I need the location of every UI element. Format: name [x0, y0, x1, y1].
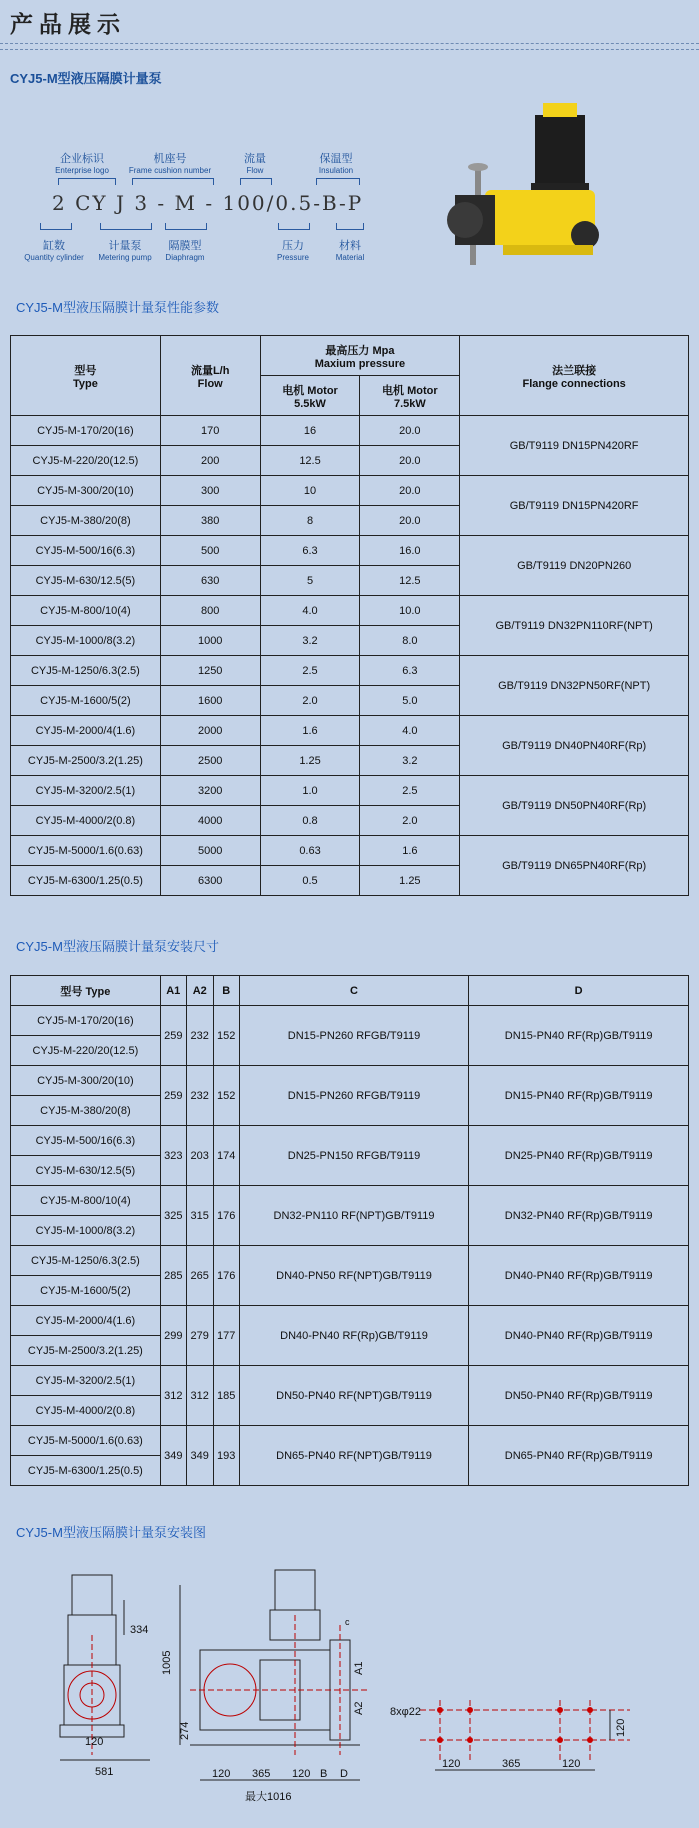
dim-a2-cell: 312: [186, 1366, 213, 1426]
model-cell: CYJ5-M-380/20(8): [11, 1096, 161, 1126]
label-enterprise-logo: 企业标识 Enterprise logo: [55, 153, 109, 175]
table-cell: CYJ5-M-3200/2.5(1): [11, 776, 161, 806]
model-cell: CYJ5-M-500/16(6.3): [11, 1126, 161, 1156]
divider: [0, 43, 699, 44]
table-cell: 500: [160, 536, 260, 566]
flange-cell: GB/T9119 DN32PN110RF(NPT): [460, 596, 689, 656]
dim-c-cell: DN40-PN50 RF(NPT)GB/T9119: [239, 1246, 469, 1306]
table-cell: CYJ5-M-220/20(12.5): [11, 446, 161, 476]
th-pressure: 最高压力 Mpa Maxium pressure: [260, 336, 460, 376]
dim-a1-cell: 323: [160, 1126, 186, 1186]
table-cell: 2.5: [260, 656, 360, 686]
table-row: [11, 1246, 689, 1276]
dim-d-cell: DN40-PN40 RF(Rp)GB/T9119: [469, 1246, 689, 1306]
table-row: [11, 536, 689, 566]
table-cell: 20.0: [360, 446, 460, 476]
dim-c-cell: DN32-PN110 RF(NPT)GB/T9119: [239, 1186, 469, 1246]
table-cell: 12.5: [260, 446, 360, 476]
model-cell: CYJ5-M-300/20(10): [11, 1066, 161, 1096]
flange-cell: GB/T9119 DN20PN260: [460, 536, 689, 596]
table-row: [11, 1186, 689, 1216]
dim-b-cell: 177: [213, 1306, 239, 1366]
dim-a2-cell: 203: [186, 1126, 213, 1186]
flange-cell: GB/T9119 DN50PN40RF(Rp): [460, 776, 689, 836]
label-material: 材料 Material: [335, 240, 365, 262]
dim-365-plan: 365: [502, 1758, 521, 1770]
table-cell: CYJ5-M-2500/3.2(1.25): [11, 746, 161, 776]
dim-c-cell: DN50-PN40 RF(NPT)GB/T9119: [239, 1366, 469, 1426]
dim-max-1016: 最大1016: [245, 1791, 292, 1803]
table-cell: 1.0: [260, 776, 360, 806]
th-model: 型号 Type: [11, 336, 161, 416]
model-cell: CYJ5-M-6300/1.25(0.5): [11, 1456, 161, 1486]
table-cell: 2.5: [360, 776, 460, 806]
table-cell: CYJ5-M-500/16(6.3): [11, 536, 161, 566]
table-cell: 170: [160, 416, 260, 446]
dim-a1-cell: 312: [160, 1366, 186, 1426]
header-bar: [0, 0, 699, 46]
table-cell: 8: [260, 506, 360, 536]
dim-c-cell: DN15-PN260 RFGB/T9119: [239, 1066, 469, 1126]
table-cell: 16.0: [360, 536, 460, 566]
model-cell: CYJ5-M-1000/8(3.2): [11, 1216, 161, 1246]
bracket: [240, 178, 272, 185]
table-cell: 20.0: [360, 476, 460, 506]
table-cell: 380: [160, 506, 260, 536]
dim-334: 334: [130, 1624, 149, 1636]
dim-b-cell: 176: [213, 1246, 239, 1306]
table-cell: CYJ5-M-5000/1.6(0.63): [11, 836, 161, 866]
model-cell: CYJ5-M-630/12.5(5): [11, 1156, 161, 1186]
table-row: [11, 836, 689, 866]
dim-a1-cell: 285: [160, 1246, 186, 1306]
table-cell: 300: [160, 476, 260, 506]
dim-120-side: 120: [85, 1736, 104, 1748]
th-c: C: [239, 976, 469, 1006]
table-cell: 10.0: [360, 596, 460, 626]
table-cell: 20.0: [360, 416, 460, 446]
dim-a1-cell: 299: [160, 1306, 186, 1366]
dim-b-cell: 174: [213, 1126, 239, 1186]
table-cell: 4.0: [360, 716, 460, 746]
table-cell: 6300: [160, 866, 260, 896]
table-cell: CYJ5-M-1000/8(3.2): [11, 626, 161, 656]
dim-b-cell: 193: [213, 1426, 239, 1486]
label-frame-number: 机座号 Frame cushion number: [128, 153, 212, 175]
dim-d-cell: DN65-PN40 RF(Rp)GB/T9119: [469, 1426, 689, 1486]
table-cell: 5: [260, 566, 360, 596]
table-cell: CYJ5-M-800/10(4): [11, 596, 161, 626]
model-code: 2 CY J 3 - M - 100/0.5-B-P: [52, 191, 364, 215]
dim-a2-cell: 349: [186, 1426, 213, 1486]
table-cell: CYJ5-M-2000/4(1.6): [11, 716, 161, 746]
table-cell: CYJ5-M-300/20(10): [11, 476, 161, 506]
performance-table: [10, 335, 689, 896]
model-cell: CYJ5-M-4000/2(0.8): [11, 1396, 161, 1426]
model-cell: CYJ5-M-1600/5(2): [11, 1276, 161, 1306]
dim-a2-cell: 315: [186, 1186, 213, 1246]
label-cylinders: 缸数 Quantity cylinder: [24, 240, 84, 262]
table-cell: 4000: [160, 806, 260, 836]
model-cell: CYJ5-M-5000/1.6(0.63): [11, 1426, 161, 1456]
dim-8x-holes: 8xφ22: [390, 1706, 421, 1718]
table-row: [11, 1366, 689, 1396]
th-a1: A1: [160, 976, 186, 1006]
table-cell: 5.0: [360, 686, 460, 716]
label-pressure: 压力 Pressure: [276, 240, 309, 262]
table-cell: CYJ5-M-4000/2(0.8): [11, 806, 161, 836]
table-cell: 4.0: [260, 596, 360, 626]
model-cell: CYJ5-M-800/10(4): [11, 1186, 161, 1216]
dim-d-cell: DN32-PN40 RF(Rp)GB/T9119: [469, 1186, 689, 1246]
flange-cell: GB/T9119 DN15PN420RF: [460, 476, 689, 536]
dim-d-cell: DN25-PN40 RF(Rp)GB/T9119: [469, 1126, 689, 1186]
product-name: CYJ5-M型液压隔膜计量泵: [10, 71, 162, 86]
perf-section-title: CYJ5-M型液压隔膜计量泵性能参数: [16, 300, 219, 315]
flange-cell: GB/T9119 DN65PN40RF(Rp): [460, 836, 689, 896]
table-cell: CYJ5-M-6300/1.25(0.5): [11, 866, 161, 896]
flange-cell: GB/T9119 DN40PN40RF(Rp): [460, 716, 689, 776]
dim-a1-cell: 259: [160, 1006, 186, 1066]
dim-a2-cell: 279: [186, 1306, 213, 1366]
dim-a2-cell: 232: [186, 1006, 213, 1066]
table-cell: CYJ5-M-380/20(8): [11, 506, 161, 536]
table-row: [11, 1006, 689, 1036]
dim-b-cell: 185: [213, 1366, 239, 1426]
table-cell: 1600: [160, 686, 260, 716]
table-cell: CYJ5-M-1600/5(2): [11, 686, 161, 716]
th-d: D: [469, 976, 689, 1006]
table-row: [11, 476, 689, 506]
dim-a2: A2: [353, 1701, 365, 1715]
dim-c: c: [345, 1617, 350, 1627]
label-flow: 流量 Flow: [244, 153, 266, 175]
th-flange: 法兰联接 Flange connections: [460, 336, 689, 416]
table-cell: 630: [160, 566, 260, 596]
dim-d-cell: DN15-PN40 RF(Rp)GB/T9119: [469, 1066, 689, 1126]
model-cell: CYJ5-M-220/20(12.5): [11, 1036, 161, 1066]
dim-d: D: [340, 1768, 348, 1780]
table-cell: 2.0: [360, 806, 460, 836]
table-row: [11, 1066, 689, 1096]
table-row: [11, 716, 689, 746]
dim-a1: A1: [353, 1661, 365, 1675]
model-cell: CYJ5-M-2500/3.2(1.25): [11, 1336, 161, 1366]
dim-a2-cell: 232: [186, 1066, 213, 1126]
table-cell: 6.3: [260, 536, 360, 566]
model-cell: CYJ5-M-1250/6.3(2.5): [11, 1246, 161, 1276]
table-cell: 2000: [160, 716, 260, 746]
dim-120-plan-b: 120: [562, 1758, 581, 1770]
table-cell: 0.63: [260, 836, 360, 866]
label-insulation: 保温型 Insulation: [318, 153, 354, 175]
th-a2: A2: [186, 976, 213, 1006]
table-cell: 1.25: [360, 866, 460, 896]
table-row: [11, 416, 689, 446]
dim-c-cell: DN65-PN40 RF(NPT)GB/T9119: [239, 1426, 469, 1486]
dim-a1-cell: 349: [160, 1426, 186, 1486]
bracket: [132, 178, 214, 185]
dim-274: 274: [179, 1721, 191, 1740]
label-diaphragm: 隔膜型 Diaphragm: [165, 240, 205, 262]
flange-cell: GB/T9119 DN32PN50RF(NPT): [460, 656, 689, 716]
bracket: [58, 178, 116, 185]
dim-a2-cell: 265: [186, 1246, 213, 1306]
dim-d-cell: DN40-PN40 RF(Rp)GB/T9119: [469, 1306, 689, 1366]
model-cell: CYJ5-M-170/20(16): [11, 1006, 161, 1036]
table-cell: 3.2: [260, 626, 360, 656]
th-motor-75: 电机 Motor 7.5kW: [360, 376, 460, 416]
th-b: B: [213, 976, 239, 1006]
page-title: 产品展示: [10, 11, 126, 38]
dim-d-cell: DN15-PN40 RF(Rp)GB/T9119: [469, 1006, 689, 1066]
table-cell: 200: [160, 446, 260, 476]
table-cell: 6.3: [360, 656, 460, 686]
table-cell: 2.0: [260, 686, 360, 716]
label-metering-pump: 计量泵 Metering pump: [98, 240, 152, 262]
table-cell: 0.5: [260, 866, 360, 896]
dim-c-cell: DN15-PN260 RFGB/T9119: [239, 1006, 469, 1066]
table-cell: 20.0: [360, 506, 460, 536]
dim-120-plan-a: 120: [442, 1758, 461, 1770]
table-cell: 12.5: [360, 566, 460, 596]
dim-b: B: [320, 1768, 328, 1780]
th-flow: 流量L/h Flow: [160, 336, 260, 416]
table-cell: 3200: [160, 776, 260, 806]
dim-1005: 1005: [161, 1650, 173, 1675]
table-cell: 16: [260, 416, 360, 446]
table-row: [11, 1306, 689, 1336]
table-cell: 3.2: [360, 746, 460, 776]
dim-120-front-b: 120: [292, 1768, 311, 1780]
table-row: [11, 596, 689, 626]
model-cell: CYJ5-M-3200/2.5(1): [11, 1366, 161, 1396]
dim-b-cell: 152: [213, 1006, 239, 1066]
table-cell: 1.6: [360, 836, 460, 866]
dim-a1-cell: 259: [160, 1066, 186, 1126]
table-cell: 10: [260, 476, 360, 506]
table-cell: 0.8: [260, 806, 360, 836]
install-section-title: CYJ5-M型液压隔膜计量泵安装图: [16, 1525, 206, 1540]
dimensions-table: [10, 975, 689, 1486]
th-motor-55: 电机 Motor 5.5kW: [260, 376, 360, 416]
dim-a1-cell: 325: [160, 1186, 186, 1246]
table-cell: CYJ5-M-1250/6.3(2.5): [11, 656, 161, 686]
dim-section-title: CYJ5-M型液压隔膜计量泵安装尺寸: [16, 939, 219, 954]
table-cell: 1250: [160, 656, 260, 686]
dim-b-cell: 176: [213, 1186, 239, 1246]
bracket: [100, 223, 152, 230]
dim-120-plan-c: 120: [615, 1718, 627, 1737]
flange-cell: GB/T9119 DN15PN420RF: [460, 416, 689, 476]
installation-drawing: [40, 1565, 660, 1815]
model-cell: CYJ5-M-2000/4(1.6): [11, 1306, 161, 1336]
dim-120-front-a: 120: [212, 1768, 231, 1780]
table-cell: 800: [160, 596, 260, 626]
th-type: 型号 Type: [11, 976, 161, 1006]
table-row: [11, 1126, 689, 1156]
table-cell: CYJ5-M-170/20(16): [11, 416, 161, 446]
dim-b-cell: 152: [213, 1066, 239, 1126]
table-cell: 1.6: [260, 716, 360, 746]
table-row: [11, 656, 689, 686]
bracket: [316, 178, 360, 185]
dim-581: 581: [95, 1766, 114, 1778]
bracket: [165, 223, 207, 230]
bracket: [40, 223, 72, 230]
table-cell: 1.25: [260, 746, 360, 776]
table-row: [11, 1426, 689, 1456]
table-cell: 1000: [160, 626, 260, 656]
table-cell: 5000: [160, 836, 260, 866]
dim-365-front: 365: [252, 1768, 271, 1780]
table-row: [11, 776, 689, 806]
table-cell: CYJ5-M-630/12.5(5): [11, 566, 161, 596]
table-cell: 8.0: [360, 626, 460, 656]
dim-d-cell: DN50-PN40 RF(Rp)GB/T9119: [469, 1366, 689, 1426]
bracket: [336, 223, 364, 230]
dim-c-cell: DN25-PN150 RFGB/T9119: [239, 1126, 469, 1186]
table-cell: 2500: [160, 746, 260, 776]
bracket: [278, 223, 310, 230]
pump-image: [435, 95, 615, 275]
dim-c-cell: DN40-PN40 RF(Rp)GB/T9119: [239, 1306, 469, 1366]
divider: [0, 49, 699, 50]
